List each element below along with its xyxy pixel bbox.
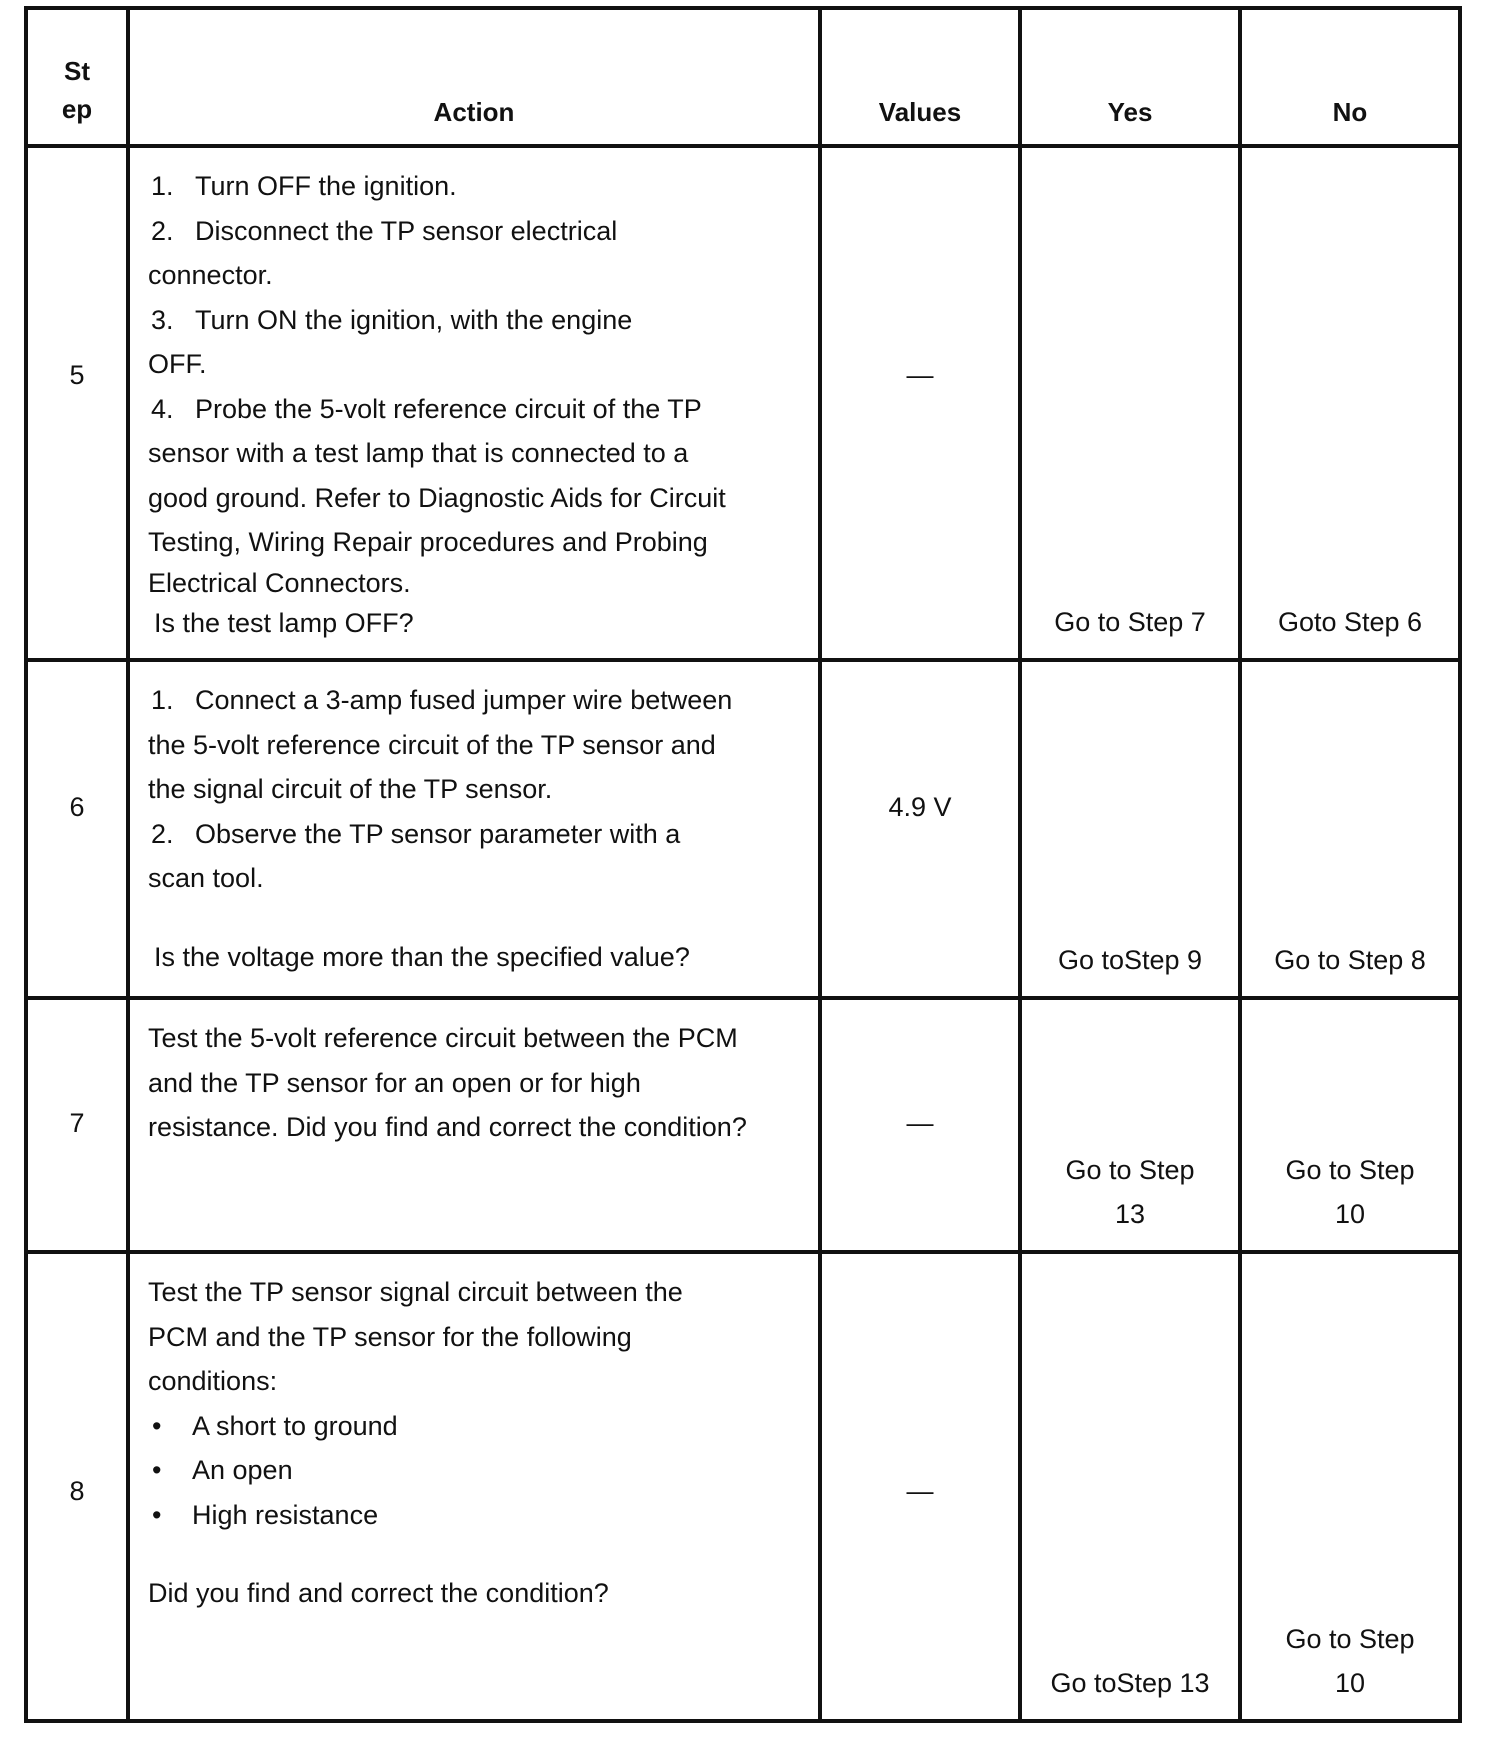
yes-cell: Go toStep 9 [1020, 660, 1240, 998]
header-values: Values [820, 8, 1020, 146]
table-row [26, 1252, 1460, 1721]
question-text: Did you find and correct the condition? [148, 1578, 609, 1608]
question-text: Is the voltage more than the specified value? [154, 941, 690, 972]
step-cell: 8 [26, 1252, 128, 1721]
question-text: Is the test lamp OFF? [154, 607, 414, 638]
header-action: Action [128, 8, 820, 146]
step-cell: 6 [26, 660, 128, 998]
table-row [26, 146, 1460, 660]
value-cell: — [820, 146, 1020, 660]
action-cell: 1. Connect a 3-amp fused jumper wire between the 5-volt reference circuit of the TP sensor and the signal circuit of the TP sensor. 2. Observe the TP sensor parameter with a scan tool. Is the voltage more than the specified value? [128, 660, 820, 998]
action-cell: 1. Turn OFF the ignition. 2. Disconnect the TP sensor electrical connector. 3. Turn ON the ignition, with the engine OFF. 4. Probe the 5-volt reference circuit of the TP sensor with a test lamp that is connected to a good ground. Refer to Diagnostic Aids for Circuit Testing, Wiring Repair procedures and Probing Electrical Connectors. Is the test lamp OFF? [128, 146, 820, 660]
table-row [26, 660, 1460, 998]
action-cell: Test the TP sensor signal circuit between the PCM and the TP sensor for the following conditions: • A short to ground • An open • High resistance Did you find and correct the condition? [128, 1252, 820, 1721]
header-no: No [1240, 8, 1460, 146]
header-step: Step [26, 8, 128, 146]
yes-cell: Go to Step 13 [1020, 998, 1240, 1252]
list-item: • High resistance [152, 1499, 379, 1530]
list-item: • An open [152, 1455, 293, 1485]
step-cell: 5 [26, 146, 128, 660]
value-cell: 4.9 V [820, 660, 1020, 998]
no-cell: Goto Step 6 [1240, 146, 1460, 660]
action-cell: Test the 5-volt reference circuit between the PCM and the TP sensor for an open or for high resistance. Did you find and correct the condition? [128, 998, 820, 1252]
no-cell: Go to Step 8 [1240, 660, 1460, 998]
header-yes: Yes [1020, 8, 1240, 146]
value-cell: — [820, 998, 1020, 1252]
value-cell: — [820, 1252, 1020, 1721]
yes-cell: Go to Step 7 [1020, 146, 1240, 660]
list-item: • A short to ground [152, 1410, 398, 1441]
no-cell: Go to Step 10 [1240, 1252, 1460, 1721]
table-row [26, 998, 1460, 1252]
header-row [26, 8, 1460, 146]
diagnostic-table [24, 6, 1462, 1723]
no-cell: Go to Step 10 [1240, 998, 1460, 1252]
yes-cell: Go toStep 13 [1020, 1252, 1240, 1721]
step-cell: 7 [26, 998, 128, 1252]
